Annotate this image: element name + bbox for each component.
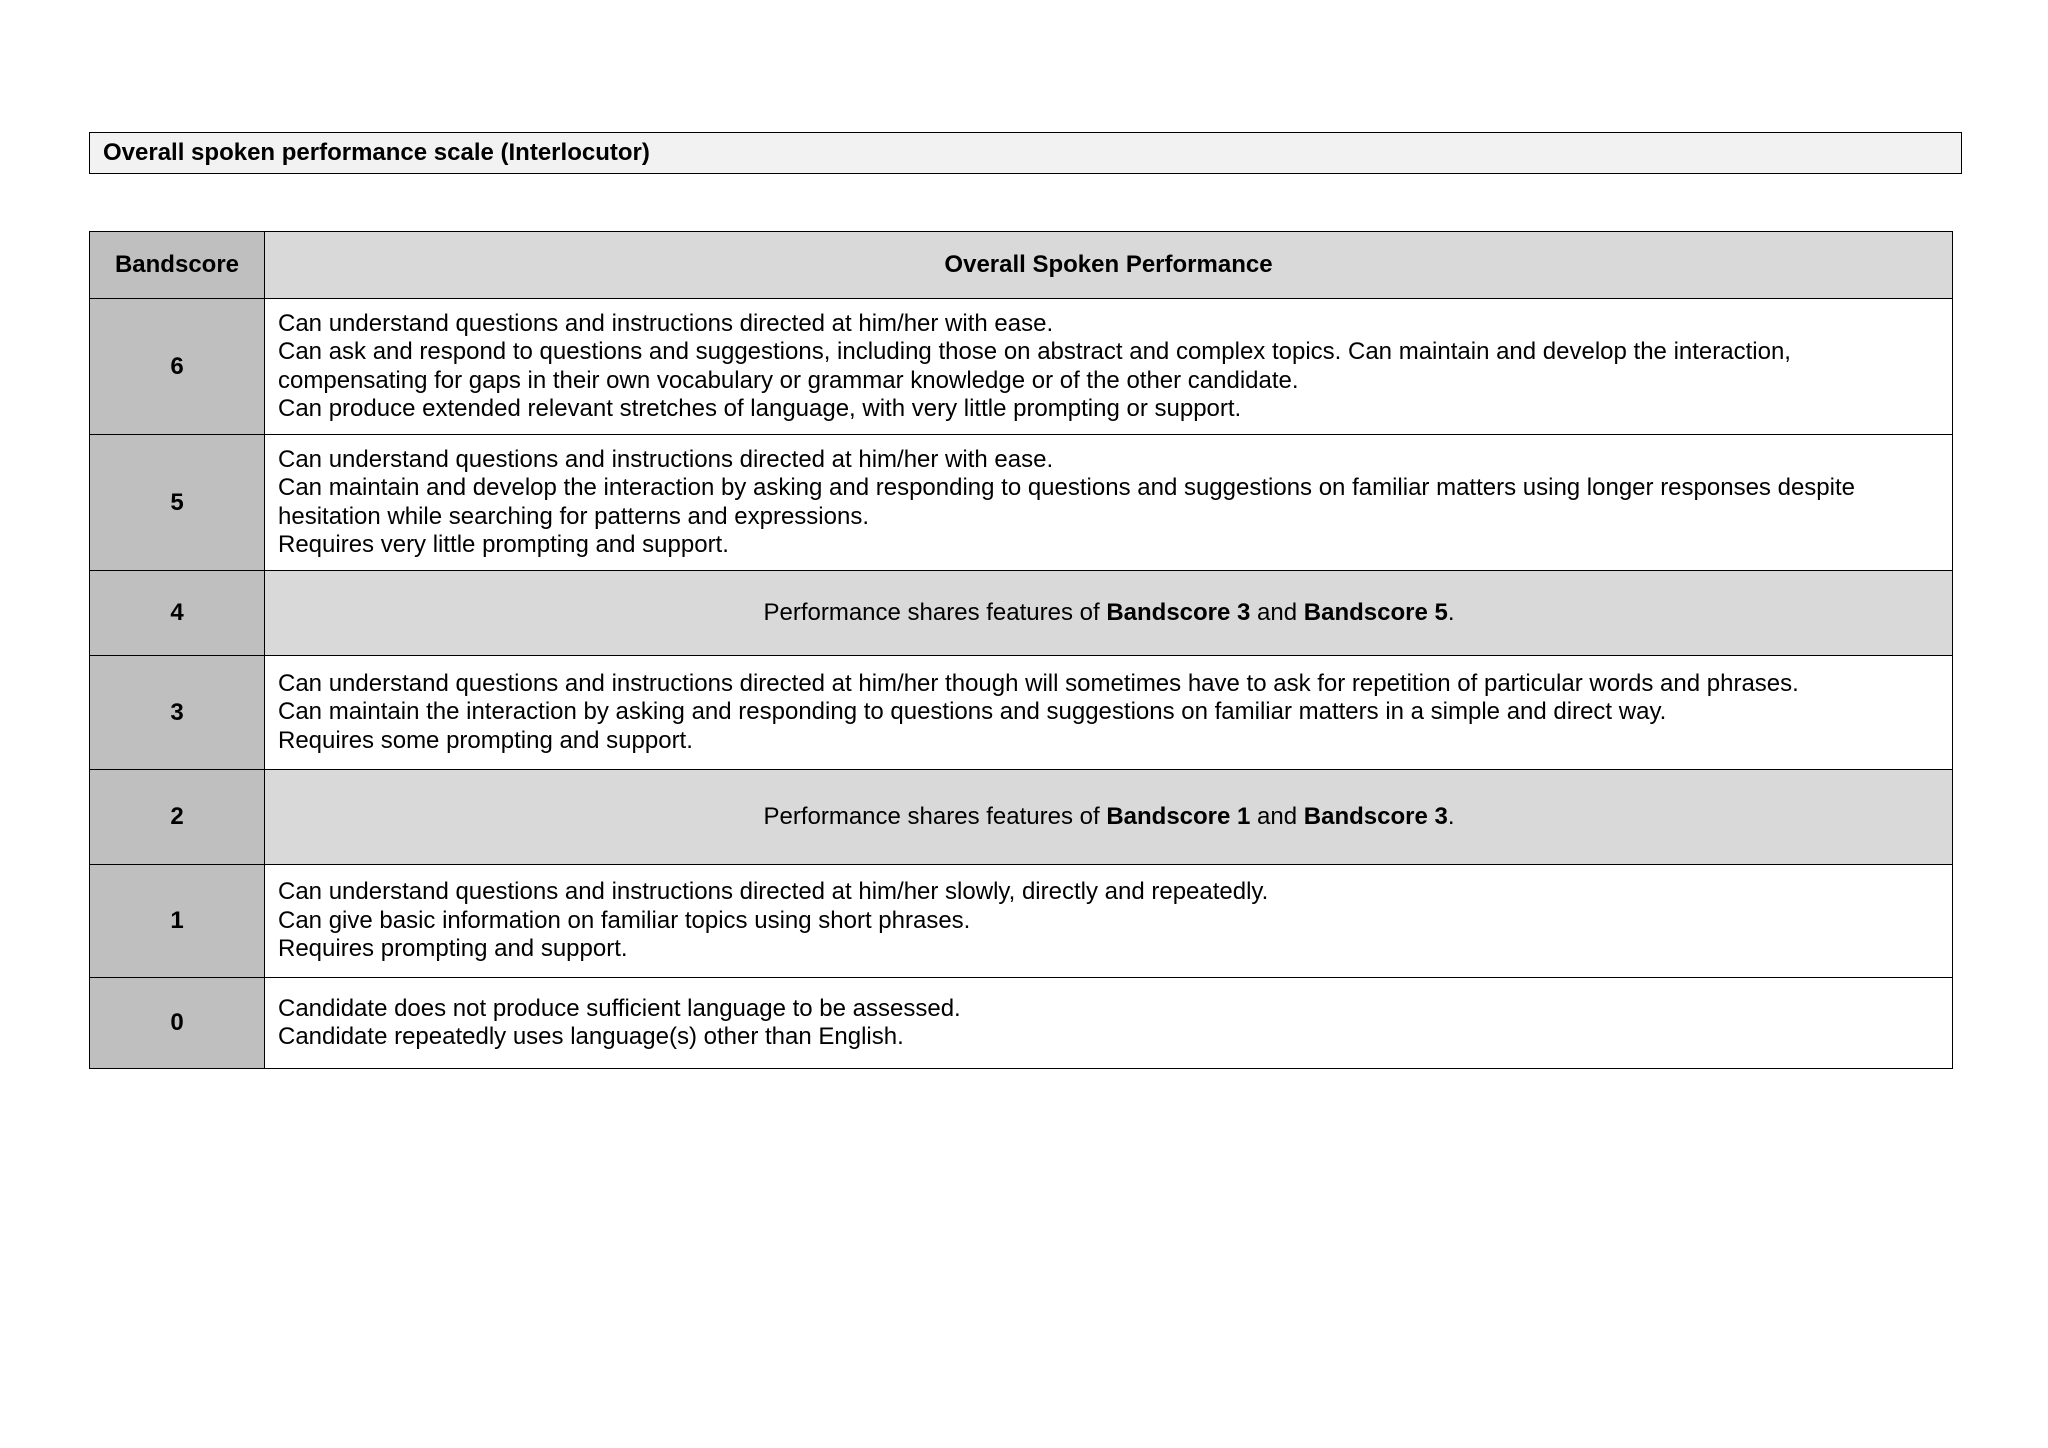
descriptor-line: Candidate does not produce sufficient language to be assessed. <box>278 994 961 1022</box>
descriptor-cell <box>265 435 1953 571</box>
descriptor-line: Can understand questions and instructions directed at him/her with ease. <box>278 309 1054 337</box>
table-row <box>90 299 1953 435</box>
bandscore-cell: 6 <box>90 299 265 435</box>
descriptor-line: Can understand questions and instructions directed at him/her slowly, directly and repeatedly. <box>278 878 1269 906</box>
descriptor-cell <box>265 978 1953 1069</box>
performance-scale-table <box>89 231 1953 1069</box>
bandscore-column-header: Bandscore <box>90 232 265 299</box>
descriptor-line: Can give basic information on familiar topics using short phrases. <box>278 906 971 934</box>
shared-features-second-band: Bandscore 5 <box>1303 598 1448 626</box>
descriptor-line: Can understand questions and instructions directed at him/her though will sometimes have to ask for repetition of particular words and phrases. <box>278 669 1799 697</box>
bandscore-cell: 5 <box>90 435 265 571</box>
table-row <box>90 435 1953 571</box>
table-row <box>90 978 1953 1069</box>
descriptor-line: Can maintain the interaction by asking and responding to questions and suggestions on familiar matters in a simple and direct way. <box>278 698 1667 726</box>
shared-features-first-band: Bandscore 1 <box>1106 802 1251 830</box>
table-row <box>90 656 1953 770</box>
shared-features-suffix: . <box>1447 802 1455 830</box>
descriptor-line: Can ask and respond to questions and suggestions, including those on abstract and complex topics. Can maintain and develop the interaction, compensating for gaps in their own vocabulary or grammar knowledge or of the other candidate. <box>278 338 1791 394</box>
shared-features-conjunction: and <box>1250 802 1304 830</box>
table-row <box>90 770 1953 865</box>
shared-features-first-band: Bandscore 3 <box>1106 598 1251 626</box>
performance-column-header: Overall Spoken Performance <box>265 232 1953 299</box>
descriptor-line: Requires very little prompting and support. <box>278 531 729 558</box>
shared-features-cell <box>265 571 1953 656</box>
shared-features-suffix: . <box>1447 598 1455 626</box>
table-row <box>90 571 1953 656</box>
table-row <box>90 865 1953 978</box>
descriptor-line: Candidate repeatedly uses language(s) other than English. <box>278 1023 904 1050</box>
shared-features-cell <box>265 770 1953 865</box>
descriptor-line: Can understand questions and instructions directed at him/her with ease. <box>278 445 1054 473</box>
bandscore-cell: 1 <box>90 865 265 978</box>
shared-features-second-band: Bandscore 3 <box>1303 802 1448 830</box>
bandscore-cell: 0 <box>90 978 265 1069</box>
descriptor-line: Can maintain and develop the interaction by asking and responding to questions and suggestions on familiar matters using longer responses despite hesitation while searching for patterns and expressions. <box>278 474 1855 530</box>
descriptor-cell <box>265 865 1953 978</box>
shared-features-prefix: Performance shares features of <box>763 802 1107 830</box>
descriptor-line: Can produce extended relevant stretches of language, with very little prompting or support. <box>278 395 1242 422</box>
descriptor-line: Requires prompting and support. <box>278 935 628 963</box>
bandscore-cell: 2 <box>90 770 265 865</box>
descriptor-cell <box>265 656 1953 770</box>
bandscore-cell: 3 <box>90 656 265 770</box>
scale-title: Overall spoken performance scale (Interlocutor) <box>89 132 1962 174</box>
shared-features-conjunction: and <box>1250 598 1304 626</box>
table-header-row <box>90 232 1953 299</box>
bandscore-cell: 4 <box>90 571 265 656</box>
descriptor-cell <box>265 299 1953 435</box>
descriptor-line: Requires some prompting and support. <box>278 726 693 754</box>
shared-features-prefix: Performance shares features of <box>763 598 1107 626</box>
